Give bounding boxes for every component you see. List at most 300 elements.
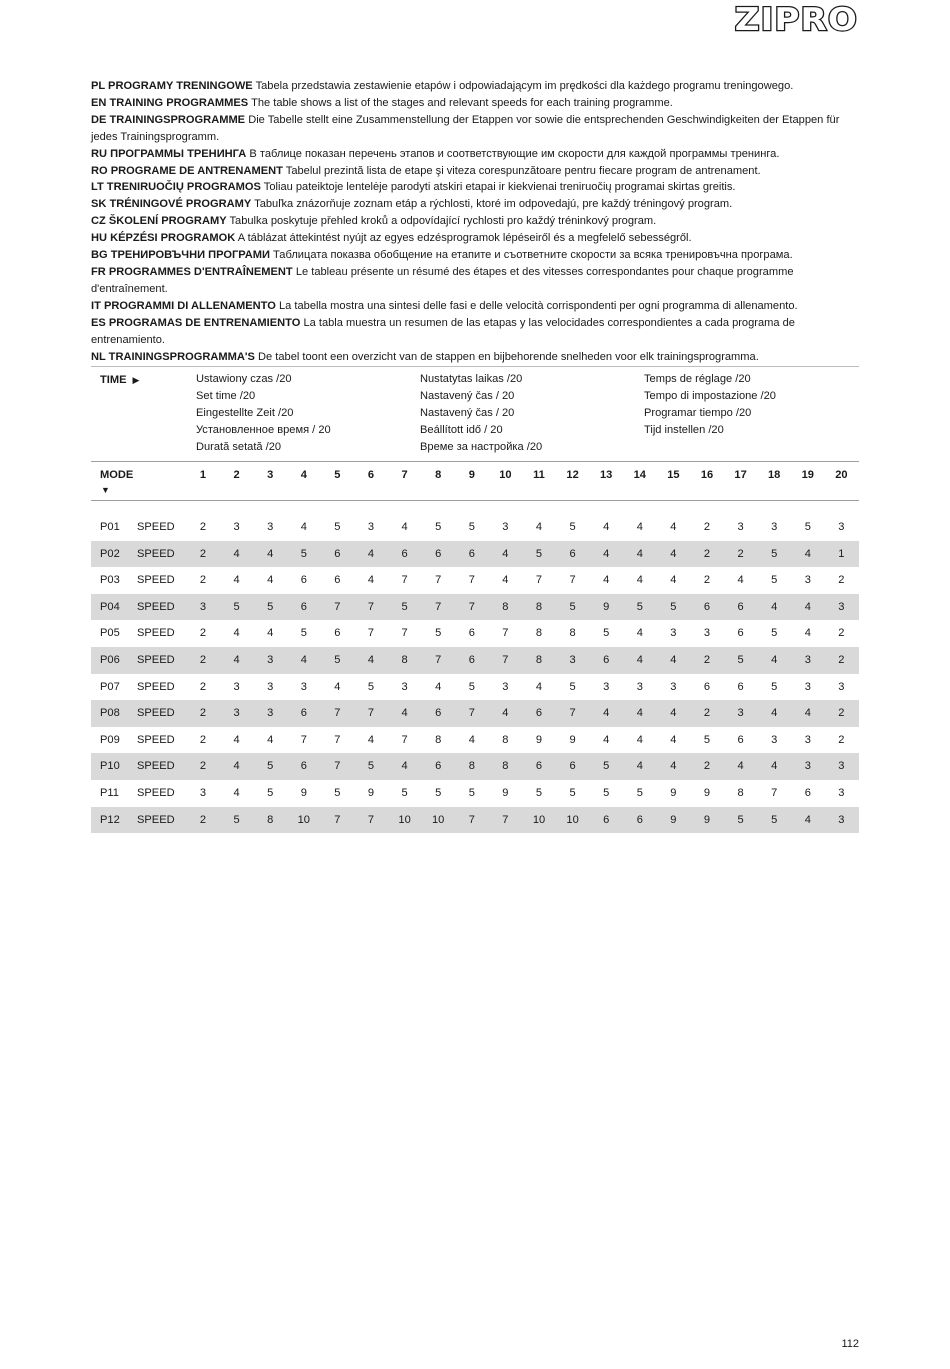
stage-number: 14 [633, 469, 646, 481]
stage-number: 18 [768, 469, 781, 481]
time-translation: Temps de réglage /20 [644, 373, 751, 385]
speed-cell: 8 [401, 653, 408, 666]
intro-description: Le tableau présente un résumé des étapes et des vitesses correspondantes pour chaque programme d'entraînement. [91, 265, 794, 295]
time-translations-col-3 [644, 371, 776, 439]
speed-cell: 3 [771, 521, 778, 533]
speed-cell: 6 [636, 813, 643, 826]
speed-cell: 4 [636, 547, 643, 560]
time-translation: Ustawiony czas /20 [196, 373, 292, 385]
speed-cell: 6 [300, 707, 307, 720]
intro-line [91, 298, 861, 315]
speed-cell: 4 [636, 627, 643, 640]
program-id: P05 [100, 627, 120, 640]
program-id: P10 [100, 760, 120, 773]
speed-cell: 10 [532, 813, 546, 826]
speed-cell: 4 [535, 680, 543, 693]
speed-cell: 4 [603, 521, 610, 533]
speed-cell: 7 [401, 627, 408, 640]
program-id: P03 [100, 574, 120, 587]
speed-cell: 4 [233, 574, 240, 587]
stage-number: 17 [734, 469, 747, 481]
speed-cell: 7 [300, 733, 307, 746]
intro-description: Tabela przedstawia zestawienie etapów i odpowiadającym im prędkości dla każdego programu treningowego. [255, 80, 794, 92]
table-row [91, 700, 859, 727]
program-table [91, 366, 859, 833]
speed-cell: 3 [670, 680, 677, 693]
stage-number: 15 [667, 469, 680, 481]
speed-cell: 6 [737, 600, 744, 613]
stage-number: 9 [468, 469, 475, 481]
speed-cell: 5 [603, 760, 610, 773]
speed-cell: 10 [432, 813, 445, 826]
speed-cell: 5 [737, 653, 744, 666]
speed-cell: 3 [804, 680, 811, 693]
speed-cell: 8 [502, 733, 509, 746]
mode-header-row [91, 462, 859, 501]
program-type: SPEED [137, 680, 175, 693]
speed-cell: 2 [838, 733, 845, 746]
speed-cell: 5 [267, 760, 274, 773]
speed-cell: 2 [199, 627, 207, 640]
time-translation: Nustatytas laikas /20 [420, 373, 523, 385]
intro-code: DE TRAININGSPROGRAMME [91, 113, 246, 126]
intro-line [91, 146, 861, 163]
table-row [91, 753, 859, 780]
speed-cell: 3 [502, 680, 509, 693]
speed-cell: 5 [670, 600, 677, 613]
speed-cell: 9 [569, 733, 576, 746]
program-id: P04 [100, 600, 120, 613]
speed-cell: 3 [502, 521, 509, 533]
intro-line [91, 264, 861, 298]
speed-cell: 5 [334, 786, 341, 799]
speed-cell: 7 [334, 813, 341, 826]
speed-cell: 2 [838, 574, 845, 587]
speed-cell: 2 [199, 813, 207, 826]
time-translation: Eingestellte Zeit /20 [196, 407, 294, 419]
speed-cell: 5 [267, 600, 274, 613]
speed-cell: 4 [267, 547, 274, 560]
speed-cell: 6 [569, 760, 576, 773]
stage-number: 19 [801, 469, 814, 481]
time-translations-col-2 [420, 371, 542, 456]
intro-code: CZ ŠKOLENÍ PROGRAMY [91, 215, 227, 228]
speed-cell: 4 [636, 760, 643, 773]
speed-cell: 7 [334, 707, 341, 720]
speed-cell: 7 [435, 600, 442, 613]
program-type: SPEED [137, 547, 175, 560]
intro-line [91, 78, 861, 95]
speed-cell: 6 [300, 574, 307, 587]
speed-cell: 4 [367, 547, 375, 560]
program-id: P09 [100, 733, 120, 746]
speed-cell: 4 [233, 653, 240, 666]
table-row [91, 541, 859, 568]
speed-cell: 7 [502, 653, 509, 666]
intro-code: IT PROGRAMMI DI ALLENAMENTO [91, 299, 276, 312]
speed-cell: 6 [703, 680, 711, 693]
speed-cell: 7 [468, 707, 475, 720]
speed-cell: 4 [636, 574, 643, 587]
speed-cell: 4 [804, 627, 811, 640]
speed-cell: 3 [603, 680, 610, 693]
stage-number: 20 [835, 469, 848, 481]
speed-cell: 10 [297, 813, 310, 826]
speed-cell: 4 [670, 760, 677, 773]
speed-cell: 7 [401, 733, 408, 746]
time-translations-col-1 [196, 371, 331, 456]
speed-cell: 5 [569, 680, 576, 693]
program-type: SPEED [137, 521, 175, 533]
stage-number: 16 [700, 469, 714, 481]
speed-cell: 6 [603, 813, 610, 826]
program-type: SPEED [137, 574, 175, 587]
speed-cell: 5 [468, 680, 475, 693]
speed-cell: 4 [670, 574, 677, 587]
intro-description: La tabella mostra una sintesi delle fasi e delle velocità corrispondenti per ogni programma di allenamento. [278, 299, 798, 312]
intro-line [91, 349, 861, 366]
intro-line [91, 247, 861, 264]
intro-description: Toliau pateiktoje lentelėje parodyti atskiri etapai ir kiekvienai treniruočių programai skirtas greitis. [263, 181, 736, 194]
speed-cell: 6 [468, 627, 475, 640]
table-row [91, 807, 859, 834]
table-row [91, 674, 859, 701]
speed-cell: 4 [603, 547, 610, 560]
speed-cell: 7 [334, 760, 341, 773]
speed-cell: 9 [703, 786, 711, 799]
speed-cell: 5 [367, 680, 375, 693]
time-translation: Tijd instellen /20 [644, 424, 724, 436]
speed-cell: 5 [468, 786, 475, 799]
program-id: P06 [100, 653, 120, 666]
speed-cell: 7 [334, 733, 341, 746]
speed-cell: 4 [804, 707, 811, 720]
stage-number: 13 [600, 469, 613, 481]
speed-cell: 4 [233, 760, 240, 773]
speed-cell: 5 [771, 547, 778, 560]
speed-cell: 4 [367, 574, 375, 587]
speed-cell: 6 [569, 547, 576, 560]
intro-code: EN TRAINING PROGRAMMES [91, 96, 249, 109]
speed-cell: 4 [267, 627, 274, 640]
intro-description: A táblázat áttekintést nyújt az egyes edzésprogramok lépéseiről és a megfelelő sebességről. [237, 232, 692, 245]
speed-cell: 5 [771, 680, 778, 693]
speed-cell: 2 [199, 574, 207, 587]
speed-cell: 9 [703, 813, 711, 826]
speed-cell: 3 [267, 653, 274, 666]
speed-cell: 6 [603, 653, 610, 666]
time-translation: Nastavený čas / 20 [420, 390, 515, 402]
intro-description: De tabel toont een overzicht van de stappen en bijbehorende snelheden voor elk trainingsprogramma. [258, 350, 759, 363]
intro-code: RU ПРОГРАММЫ ТРЕНИНГА [91, 147, 247, 160]
speed-cell: 6 [468, 653, 475, 666]
speed-cell: 3 [838, 600, 845, 613]
speed-cell: 8 [502, 760, 509, 773]
speed-cell: 2 [199, 707, 207, 720]
speed-cell: 3 [199, 786, 207, 799]
intro-code: FR PROGRAMMES D'ENTRAÎNEMENT [91, 265, 293, 278]
intro-line [91, 230, 861, 247]
speed-cell: 6 [737, 680, 744, 693]
speed-cell: 4 [334, 680, 341, 693]
table-row [91, 514, 859, 541]
speed-cell: 7 [367, 627, 375, 640]
speed-cell: 5 [435, 521, 442, 533]
speed-cell: 3 [804, 733, 811, 746]
speed-cell: 4 [804, 600, 811, 613]
speed-cell: 8 [737, 786, 744, 799]
speed-cell: 5 [569, 786, 576, 799]
table-row [91, 780, 859, 807]
speed-cell: 4 [300, 653, 307, 666]
intro-description: Tabuľka znázorňuje zoznam etáp a rýchlosti, ktoré im odpovedajú, pre každý tréningový program. [254, 198, 733, 211]
speed-cell: 6 [535, 760, 543, 773]
speed-cell: 8 [569, 627, 576, 640]
intro-line [91, 179, 861, 196]
speed-cell: 9 [670, 786, 677, 799]
speed-cell: 7 [367, 813, 375, 826]
speed-cell: 7 [468, 600, 475, 613]
speed-cell: 3 [401, 680, 408, 693]
speed-cell: 4 [670, 733, 677, 746]
speed-cell: 4 [367, 653, 375, 666]
speed-cell: 5 [636, 786, 643, 799]
speed-cell: 2 [199, 547, 207, 560]
table-row [91, 647, 859, 674]
speed-cell: 7 [401, 574, 408, 587]
speed-cell: 10 [566, 813, 579, 826]
speed-cell: 6 [804, 786, 811, 799]
speed-cell: 3 [636, 680, 643, 693]
intro-code: ES PROGRAMAS DE ENTRENAMIENTO [91, 316, 301, 329]
stage-number: 11 [533, 469, 545, 481]
speed-cell: 3 [737, 707, 744, 720]
speed-cell: 2 [199, 733, 207, 746]
speed-cell: 4 [233, 733, 240, 746]
program-type: SPEED [137, 786, 175, 799]
speed-cell: 5 [233, 813, 240, 826]
speed-cell: 3 [300, 680, 307, 693]
speed-cell: 6 [334, 547, 341, 560]
speed-cell: 7 [569, 574, 576, 587]
speed-cell: 5 [569, 600, 576, 613]
speed-cell: 5 [435, 786, 442, 799]
speed-cell: 9 [670, 813, 677, 826]
speed-cell: 4 [401, 521, 408, 533]
speed-cell: 7 [569, 707, 576, 720]
speed-cell: 10 [398, 813, 411, 826]
speed-cell: 5 [267, 786, 274, 799]
speed-cell: 7 [468, 574, 475, 587]
speed-cell: 6 [737, 733, 744, 746]
speed-cell: 4 [233, 627, 240, 640]
program-type: SPEED [137, 813, 175, 826]
speed-cell: 3 [233, 680, 240, 693]
speed-cell: 5 [233, 600, 240, 613]
speed-cell: 4 [771, 707, 778, 720]
speed-cell: 2 [199, 680, 207, 693]
speed-cell: 3 [267, 707, 274, 720]
speed-cell: 3 [233, 521, 240, 533]
intro-description: Tabelul prezintă lista de etape şi viteza corespunzătoare pentru fiecare program de antrenament. [285, 164, 761, 177]
speed-cell: 5 [804, 521, 811, 533]
speed-cell: 4 [636, 733, 643, 746]
speed-cell: 5 [636, 600, 643, 613]
speed-cell: 7 [435, 653, 442, 666]
speed-cell: 4 [502, 547, 509, 560]
speed-cell: 2 [199, 760, 207, 773]
speed-cell: 4 [435, 680, 442, 693]
speed-cell: 7 [535, 574, 543, 587]
speed-cell: 3 [569, 653, 576, 666]
speed-cell: 5 [771, 574, 778, 587]
speed-cell: 5 [771, 813, 778, 826]
speed-cell: 4 [468, 733, 475, 746]
speed-cell: 4 [670, 653, 677, 666]
speed-cell: 5 [334, 653, 341, 666]
speed-cell: 4 [670, 521, 677, 533]
intro-description: В таблице показан перечень этапов и соответствующие им скорости для каждой программы тренинга. [249, 147, 780, 160]
speed-cell: 6 [300, 760, 307, 773]
stage-number: 3 [267, 469, 274, 481]
speed-cell: 4 [267, 574, 274, 587]
speed-cell: 4 [737, 760, 744, 773]
speed-cell: 5 [468, 521, 475, 533]
speed-cell: 6 [300, 600, 307, 613]
stage-number: 7 [401, 469, 408, 481]
speed-cell: 3 [199, 600, 207, 613]
intro-description: La tabla muestra un resumen de las etapas y las velocidades correspondientes a cada programa de entrenamiento. [91, 316, 795, 346]
speed-cell: 7 [367, 600, 375, 613]
speed-cell: 6 [334, 574, 341, 587]
speed-cell: 7 [367, 707, 375, 720]
speed-cell: 3 [804, 574, 811, 587]
speed-cell: 5 [535, 547, 543, 560]
intro-code: BG ТРЕНИРОВЪЧНИ ПРОГРАМИ [91, 249, 270, 262]
speed-cell: 4 [502, 574, 509, 587]
speed-cell: 5 [401, 786, 408, 799]
speed-cell: 5 [300, 627, 307, 640]
speed-cell: 3 [838, 521, 845, 533]
speed-cell: 5 [703, 733, 711, 746]
speed-cell: 8 [535, 600, 543, 613]
speed-cell: 4 [300, 521, 307, 533]
speed-cell: 6 [435, 707, 442, 720]
speed-cell: 5 [334, 521, 341, 533]
speed-cell: 5 [771, 627, 778, 640]
intro-code: LT TRENIRUOČIŲ PROGRAMOS [91, 181, 261, 194]
speed-cell: 2 [703, 760, 711, 773]
speed-cell: 3 [838, 680, 845, 693]
intro-text-block [91, 78, 861, 365]
speed-cell: 3 [838, 760, 845, 773]
speed-cell: 7 [502, 627, 509, 640]
speed-cell: 7 [468, 813, 475, 826]
speed-cell: 9 [535, 733, 543, 746]
mode-label: MODE [100, 469, 134, 481]
intro-code: SK TRÉNINGOVÉ PROGRAMY [91, 198, 252, 211]
speed-cell: 3 [838, 786, 845, 799]
intro-description: Die Tabelle stellt eine Zusammenstellung der Etappen vor sowie die entsprechenden Geschwindigkeiten der Etappen für jedes Trainingsprogramm. [91, 113, 840, 143]
speed-cell: 2 [199, 521, 207, 533]
speed-cell: 2 [199, 653, 207, 666]
speed-cell: 8 [267, 813, 274, 826]
time-translation: Set time /20 [196, 390, 256, 402]
speed-cell: 2 [703, 707, 711, 720]
time-translation: Nastavený čas / 20 [420, 407, 515, 419]
speed-cell: 4 [267, 733, 274, 746]
speed-cell: 3 [267, 521, 274, 533]
speed-cell: 8 [435, 733, 442, 746]
table-row [91, 620, 859, 647]
speed-cell: 5 [435, 627, 442, 640]
program-id: P07 [100, 680, 120, 693]
time-translation: Durată setată /20 [196, 441, 282, 453]
speed-cell: 7 [771, 786, 778, 799]
intro-code: HU KÉPZÉSI PROGRAMOK [91, 232, 236, 245]
speed-cell: 4 [401, 707, 408, 720]
speed-cell: 2 [703, 547, 711, 560]
speed-cell: 6 [737, 627, 744, 640]
speed-cell: 4 [771, 760, 778, 773]
speed-cell: 8 [502, 600, 509, 613]
program-id: P12 [100, 813, 120, 826]
program-rows [91, 514, 859, 833]
intro-line [91, 112, 861, 146]
speed-cell: 6 [435, 547, 442, 560]
intro-code: NL TRAININGSPROGRAMMA'S [91, 350, 255, 363]
time-translation: Tempo di impostazione /20 [644, 390, 776, 402]
speed-cell: 4 [367, 733, 375, 746]
speed-cell: 5 [535, 786, 543, 799]
speed-cell: 2 [703, 653, 711, 666]
speed-cell: 4 [603, 707, 610, 720]
speed-cell: 3 [771, 733, 778, 746]
time-translation: Време за настройка /20 [420, 441, 543, 453]
stage-number: 10 [499, 469, 512, 481]
speed-cell: 4 [771, 600, 778, 613]
intro-line [91, 213, 861, 230]
speed-cell: 4 [603, 574, 610, 587]
speed-cell: 6 [703, 600, 711, 613]
speed-cell: 4 [737, 574, 744, 587]
speed-cell: 6 [468, 547, 475, 560]
stage-number: 5 [334, 469, 341, 481]
page-number: 112 [841, 1338, 859, 1350]
speed-cell: 4 [535, 521, 543, 533]
speed-cell: 6 [401, 547, 408, 560]
time-label: TIME ▶ [100, 374, 140, 386]
speed-cell: 5 [401, 600, 408, 613]
speed-cell: 4 [636, 653, 643, 666]
speed-cell: 2 [838, 627, 845, 640]
speed-cell: 4 [804, 547, 811, 560]
speed-cell: 9 [300, 786, 307, 799]
table-row [91, 727, 859, 754]
stage-number: 2 [233, 469, 240, 481]
table-row [91, 567, 859, 594]
speed-cell: 3 [367, 521, 375, 533]
stage-number: 6 [367, 469, 375, 481]
speed-cell: 2 [703, 521, 711, 533]
intro-code: RO PROGRAME DE ANTRENAMENT [91, 164, 283, 177]
speed-cell: 8 [468, 760, 475, 773]
speed-cell: 2 [838, 653, 845, 666]
speed-cell: 3 [804, 760, 811, 773]
speed-cell: 4 [502, 707, 509, 720]
program-id: P11 [100, 786, 119, 799]
speed-cell: 3 [233, 707, 240, 720]
